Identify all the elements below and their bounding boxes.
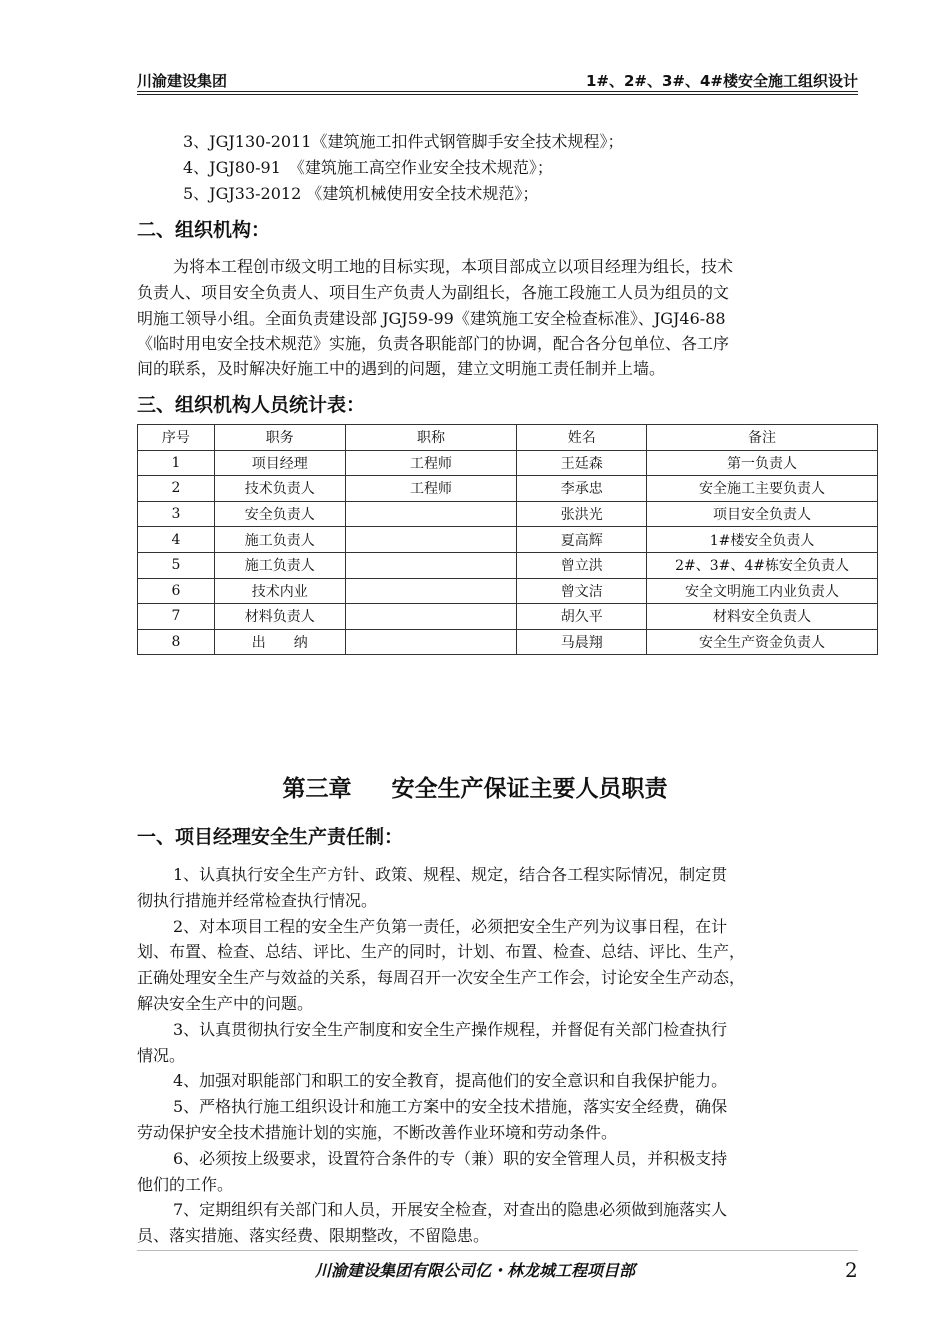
cell-title xyxy=(345,527,517,553)
cell-position: 施工负责人 xyxy=(214,527,345,553)
cell-title xyxy=(345,629,517,655)
paragraph-line: 情况。 xyxy=(137,1045,186,1065)
cell-remarks: 2#、3#、4#栋安全负责人 xyxy=(647,552,878,578)
cell-index: 2 xyxy=(138,476,215,502)
cell-position: 安全负责人 xyxy=(214,501,345,527)
header-company: 川渝建设集团 xyxy=(137,72,228,90)
column-header-index: 序号 xyxy=(138,425,215,451)
cell-remarks: 1#楼安全负责人 xyxy=(647,527,878,553)
cell-index: 7 xyxy=(138,604,215,630)
reference-item: 4、JGJ80-91 《建筑施工高空作业安全技术规范》； xyxy=(183,158,553,177)
paragraph-line: 负责人、项目安全负责人、项目生产负责人为副组长，各施工段施工人员为组员的文 xyxy=(137,283,730,302)
cell-title xyxy=(345,552,517,578)
cell-remarks: 安全生产资金负责人 xyxy=(647,629,878,655)
paragraph-line: 《临时用电安全技术规范》实施，负责各职能部门的协调，配合各分包单位、各工序 xyxy=(137,334,730,353)
column-header-position: 职务 xyxy=(214,425,345,451)
cell-title: 工程师 xyxy=(345,450,517,476)
cell-position: 技术负责人 xyxy=(214,476,345,502)
chapter-heading xyxy=(0,770,950,803)
table-row xyxy=(138,450,878,476)
column-header-name: 姓名 xyxy=(517,425,647,451)
footer-rule xyxy=(137,1250,858,1251)
table-row xyxy=(138,578,878,604)
paragraph-line: 明施工领导小组。全面负责建设部 JGJ59-99《建筑施工安全检查标准》、JGJ46-88 xyxy=(137,309,726,328)
paragraph-line: 为将本工程创市级文明工地的目标实现，本项目部成立以项目经理为组长，技术 xyxy=(173,257,734,276)
page-number: 2 xyxy=(845,1258,858,1282)
cell-position: 施工负责人 xyxy=(214,552,345,578)
cell-title xyxy=(345,501,517,527)
cell-name: 胡久平 xyxy=(517,604,647,630)
section-heading-staff-table: 三、组织机构人员统计表： xyxy=(137,394,366,416)
table-header-row xyxy=(138,425,878,451)
section-heading-pm-responsibility: 一、项目经理安全生产责任制： xyxy=(137,826,404,848)
cell-name: 李承忠 xyxy=(517,476,647,502)
cell-remarks: 安全施工主要负责人 xyxy=(647,476,878,502)
table-row xyxy=(138,552,878,578)
header-rule-top xyxy=(137,91,858,92)
paragraph-line: 1、认真执行安全生产方针、政策、规程、规定，结合各工程实际情况，制定贯 xyxy=(173,865,728,884)
cell-remarks: 安全文明施工内业负责人 xyxy=(647,578,878,604)
cell-title: 工程师 xyxy=(345,476,517,502)
chapter-title: 安全生产保证主要人员职责 xyxy=(391,776,668,802)
paragraph-line: 彻执行措施并经常检查执行情况。 xyxy=(137,890,378,910)
column-header-remarks: 备注 xyxy=(647,425,878,451)
cell-title xyxy=(345,604,517,630)
paragraph-line: 员、落实措施、落实经费、限期整改，不留隐患。 xyxy=(137,1226,490,1246)
paragraph-line: 解决安全生产中的问题。 xyxy=(137,994,314,1013)
paragraph-line: 间的联系，及时解决好施工中的遇到的问题，建立文明施工责任制并上墙。 xyxy=(137,359,666,378)
cell-name: 马晨翔 xyxy=(517,629,647,655)
paragraph-line: 正确处理安全生产与效益的关系，每周召开一次安全生产工作会，讨论安全生产动态， xyxy=(137,968,746,988)
chapter-number: 第三章 xyxy=(282,776,352,802)
cell-index: 4 xyxy=(138,527,215,553)
table-row xyxy=(138,527,878,553)
cell-index: 3 xyxy=(138,501,215,527)
footer-company: 川渝建设集团有限公司亿・林龙城工程项目部 xyxy=(314,1261,635,1280)
cell-name: 王廷森 xyxy=(517,450,647,476)
cell-name: 张洪光 xyxy=(517,501,647,527)
header-document-title: 1#、2#、3#、4#楼安全施工组织设计 xyxy=(585,72,858,90)
section-heading-organization: 二、组织机构： xyxy=(137,219,271,241)
table-row xyxy=(138,629,878,655)
paragraph-line: 划、布置、检查、总结、评比、生产的同时，计划、布置、检查、总结、评比、生产， xyxy=(137,942,746,962)
cell-position: 材料负责人 xyxy=(214,604,345,630)
table-row xyxy=(138,604,878,630)
paragraph-line: 3、认真贯彻执行安全生产制度和安全生产操作规程，并督促有关部门检查执行 xyxy=(173,1019,728,1039)
cell-name: 夏高辉 xyxy=(517,527,647,553)
table-row xyxy=(138,501,878,527)
table-row xyxy=(138,476,878,502)
paragraph-line: 7、定期组织有关部门和人员，开展安全检查，对查出的隐患必须做到施落实人 xyxy=(173,1200,728,1220)
header-rule-bottom xyxy=(137,94,858,95)
reference-item: 3、JGJ130-2011《建筑施工扣件式钢管脚手安全技术规程》； xyxy=(183,132,624,151)
cell-index: 1 xyxy=(138,450,215,476)
cell-title xyxy=(345,578,517,604)
paragraph-line: 劳动保护安全技术措施计划的实施，不断改善作业环境和劳动条件。 xyxy=(137,1123,618,1142)
staff-table xyxy=(137,424,878,655)
cell-index: 5 xyxy=(138,552,215,578)
cell-remarks: 项目安全负责人 xyxy=(647,501,878,527)
cell-position: 项目经理 xyxy=(214,450,345,476)
paragraph-line: 5、严格执行施工组织设计和施工方案中的安全技术措施，落实安全经费，确保 xyxy=(173,1097,728,1117)
cell-name: 曾文洁 xyxy=(517,578,647,604)
paragraph-line: 2、对本项目工程的安全生产负第一责任，必须把安全生产列为议事日程，在计 xyxy=(173,916,728,936)
cell-position: 技术内业 xyxy=(214,578,345,604)
paragraph-line: 4、加强对职能部门和职工的安全教育，提高他们的安全意识和自我保护能力。 xyxy=(173,1071,728,1091)
cell-position: 出 纳 xyxy=(214,629,345,655)
reference-item: 5、JGJ33-2012 《建筑机械使用安全技术规范》； xyxy=(183,184,539,203)
cell-name: 曾立洪 xyxy=(517,552,647,578)
cell-remarks: 材料安全负责人 xyxy=(647,604,878,630)
column-header-title: 职称 xyxy=(345,425,517,451)
cell-index: 6 xyxy=(138,578,215,604)
paragraph-line: 他们的工作。 xyxy=(137,1174,234,1194)
cell-index: 8 xyxy=(138,629,215,655)
paragraph-line: 6、必须按上级要求，设置符合条件的专（兼）职的安全管理人员，并积极支持 xyxy=(173,1148,728,1168)
cell-remarks: 第一负责人 xyxy=(647,450,878,476)
